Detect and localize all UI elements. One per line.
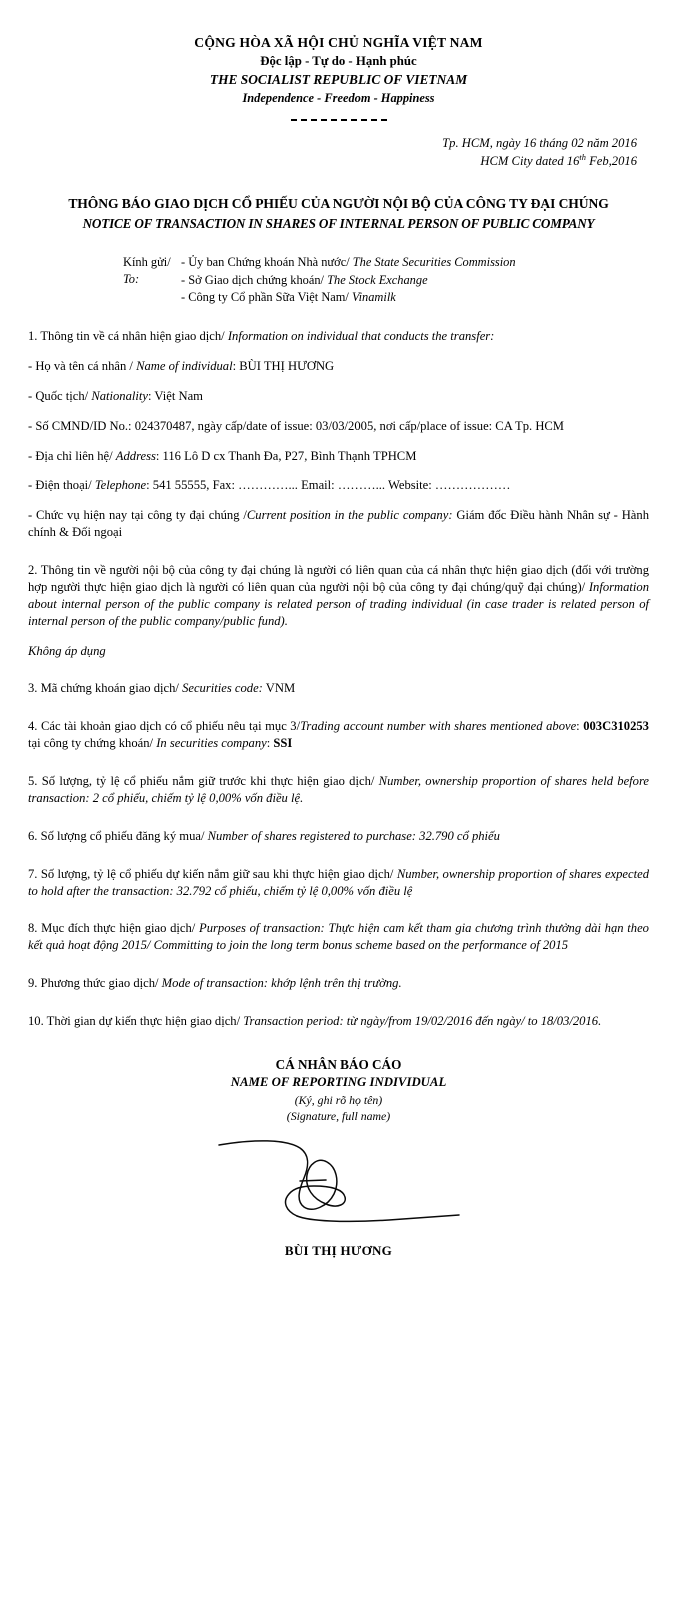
date-en-suffix: Feb,2016: [585, 154, 637, 169]
section-1-heading-vi: 1. Thông tin về cá nhân hiện giao dịch/: [28, 329, 228, 344]
recipient-en: The State Securities Commission: [352, 255, 516, 270]
section-1-heading-en: Information on individual that conducts the transfer:: [227, 329, 495, 344]
section-3-vi: 3. Mã chứng khoán giao dịch/: [28, 681, 183, 696]
section-2-paragraph: [28, 562, 649, 630]
section-5-en: Number, ownership proportion of shares held before transaction: 2 cổ phiếu, chiếm tỷ lệ 0,00% vốn điều lệ.: [28, 774, 650, 805]
recipient-vi: - Sở Giao dịch chứng khoán/: [181, 272, 328, 287]
section-4-colon2: :: [266, 736, 274, 751]
field-label-en: Telephone: [94, 478, 147, 493]
section-4-trading-account: [28, 718, 649, 752]
page-title-en: NOTICE OF TRANSACTION IN SHARES OF INTERNAL PERSON OF PUBLIC COMPANY: [82, 215, 595, 231]
recipients-row: [123, 254, 649, 307]
section-5-shares-before: [28, 773, 649, 807]
field-label-en: Address: [115, 448, 156, 463]
dashed-rule-icon: [291, 119, 387, 121]
section-4-en2: In securities company: [156, 736, 267, 751]
section-2-value: [28, 643, 649, 660]
section-4-vi2: tại công ty chứng khoán/: [28, 736, 157, 751]
section-10-vi: 10. Thời gian dự kiến thực hiện giao dịch/: [28, 1014, 244, 1029]
field-label-en: Name of individual: [136, 358, 233, 373]
section-9-vi: 9. Phương thức giao dịch/: [28, 976, 162, 991]
section-1-heading: [28, 328, 649, 345]
recipients-block: [28, 254, 649, 307]
signature-note-en: (Signature, full name): [286, 1108, 391, 1123]
field-value: : BÙI THỊ HƯƠNG: [232, 358, 335, 373]
section-9-en: Mode of transaction: khớp lệnh trên thị trường.: [161, 976, 402, 991]
section-7-shares-after: [28, 866, 649, 900]
section-4-securities-company: SSI: [273, 736, 293, 751]
date-ordinal-suffix: th: [579, 153, 586, 163]
signature-heading-en: NAME OF REPORTING INDIVIDUAL: [230, 1075, 447, 1090]
signature-area: [28, 1128, 649, 1246]
section-3-securities-code: [28, 680, 649, 697]
section-4-vi: 4. Các tài khoản giao dịch có cổ phiếu nêu tại mục 3/: [28, 719, 301, 734]
recipient-en: The Stock Exchange: [327, 272, 428, 287]
page-title-vi: THÔNG BÁO GIAO DỊCH CỔ PHIẾU CỦA NGƯỜI NỘI BỘ CỦA CÔNG TY ĐẠI CHÚNG: [68, 195, 609, 211]
date-block: [28, 135, 649, 171]
date-line-en: [28, 152, 637, 171]
national-motto-en: Independence - Freedom - Happiness: [242, 90, 435, 105]
field-value: : 116 Lô D cx Thanh Đa, P27, Bình Thạnh TPHCM: [155, 448, 417, 463]
section-2-vi: 2. Thông tin về người nội bộ của công ty đại chúng là người có liên quan của cá nhân thực hiện giao dịch (đối với trường hợp người thực hiện giao dịch là người có liên quan của người nội bộ của công ty đại chúng/quỹ đại chúng)/: [28, 563, 649, 594]
page-title: [28, 195, 649, 232]
signature-block: [28, 1056, 649, 1260]
section-8-en: Purposes of transaction: Thực hiện cam kết tham gia chương trình thưởng dài hạn theo kết quả hoạt động 2015/ Committing to join the long term bonus scheme based on the performance of 2015: [28, 921, 649, 953]
recipients-list: [181, 254, 649, 307]
country-name-en: THE SOCIALIST REPUBLIC OF VIETNAM: [209, 71, 468, 87]
field-label-vi: - Điện thoại/: [28, 478, 95, 493]
field-telephone: [28, 477, 649, 494]
recipients-label-en: To:: [123, 271, 140, 286]
field-value: Giám đốc Điều hành Nhân sự - Hành chính & Đối ngoại: [28, 508, 649, 540]
section-3-value: VNM: [262, 681, 296, 696]
recipient-vi: - Ủy ban Chứng khoán Nhà nước/: [181, 255, 353, 270]
date-line-vi: Tp. HCM, ngày 16 tháng 02 năm 2016: [442, 135, 637, 150]
list-item: [181, 254, 649, 272]
date-en-prefix: HCM City dated 16: [480, 154, 580, 169]
recipient-en: Vinamilk: [351, 290, 396, 305]
section-2-value-text: Không áp dụng: [28, 643, 106, 658]
signature-heading-vi: CÁ NHÂN BÁO CÁO: [275, 1056, 402, 1072]
field-label-vi: - Quốc tịch/: [28, 388, 92, 403]
section-6-en: Number of shares registered to purchase: 32.790 cổ phiếu: [207, 828, 500, 843]
header-divider: [28, 111, 649, 123]
section-9-mode: [28, 975, 649, 992]
field-label-vi: - Họ và tên cá nhân /: [28, 358, 137, 373]
signature-note-vi: (Ký, ghi rõ họ tên): [294, 1093, 383, 1108]
section-4-en: Trading account number with shares mentioned above: [300, 719, 577, 734]
section-8-vi: 8. Mục đích thực hiện giao dịch/: [28, 921, 200, 936]
list-item: [181, 289, 649, 307]
field-current-position: [28, 507, 649, 541]
national-header: [28, 34, 649, 106]
section-4-account-number: 003C310253: [583, 719, 649, 734]
section-8-purpose: [28, 920, 649, 954]
section-2-en: Information about internal person of the public company is related person of trading individual (in case trader is related person of internal person of the public company/public fund).: [28, 579, 649, 628]
section-7-en: Number, ownership proportion of shares expected to hold after the transaction: 32.792 cổ phiếu, chiếm tỷ lệ 0,00% vốn điều lệ: [28, 866, 650, 898]
field-label-vi: - Địa chỉ liên hệ/: [28, 448, 116, 463]
recipient-vi: - Công ty Cổ phần Sữa Việt Nam/: [181, 290, 352, 305]
field-value: : Việt Nam: [147, 388, 203, 403]
field-id-number: - Số CMND/ID No.: 024370487, ngày cấp/date of issue: 03/03/2005, nơi cấp/place of issue: CA Tp. HCM: [28, 418, 565, 433]
field-nationality: [28, 388, 649, 405]
section-10-period: [28, 1013, 649, 1030]
section-6-vi: 6. Số lượng cổ phiếu đăng ký mua/: [28, 828, 208, 843]
field-name-of-individual: [28, 358, 649, 375]
field-label-en: Nationality: [91, 388, 148, 403]
section-10-en: Transaction period: từ ngày/from 19/02/2016 đến ngày/ to 18/03/2016.: [243, 1014, 602, 1029]
field-label-en: Current position in the public company:: [246, 508, 453, 523]
section-6-shares-registered: [28, 828, 649, 845]
field-label-vi: - Chức vụ hiện nay tại công ty đại chúng /: [28, 508, 247, 523]
section-3-en: Securities code:: [182, 681, 263, 696]
handwritten-signature-icon: [214, 1128, 464, 1246]
list-item: [181, 272, 649, 290]
recipients-label: [123, 254, 181, 287]
field-address: [28, 448, 649, 465]
national-motto-vi: Độc lập - Tự do - Hạnh phúc: [260, 53, 417, 68]
field-value: : 541 55555, Fax: …………... Email: ………... Website: ………………: [146, 478, 511, 493]
document-body: [28, 328, 649, 1030]
country-name-vi: CỘNG HÒA XÃ HỘI CHỦ NGHĨA VIỆT NAM: [194, 35, 483, 50]
section-7-vi: 7. Số lượng, tỷ lệ cổ phiếu dự kiến nắm giữ sau khi thực hiện giao dịch/: [28, 866, 397, 881]
section-4-colon: :: [576, 719, 584, 734]
recipients-label-vi: Kính gửi/: [123, 255, 171, 270]
section-5-vi: 5. Số lượng, tỷ lệ cổ phiếu nắm giữ trước khi thực hiện giao dịch/: [28, 774, 379, 789]
signer-name: BÙI THỊ HƯƠNG: [284, 1243, 393, 1259]
